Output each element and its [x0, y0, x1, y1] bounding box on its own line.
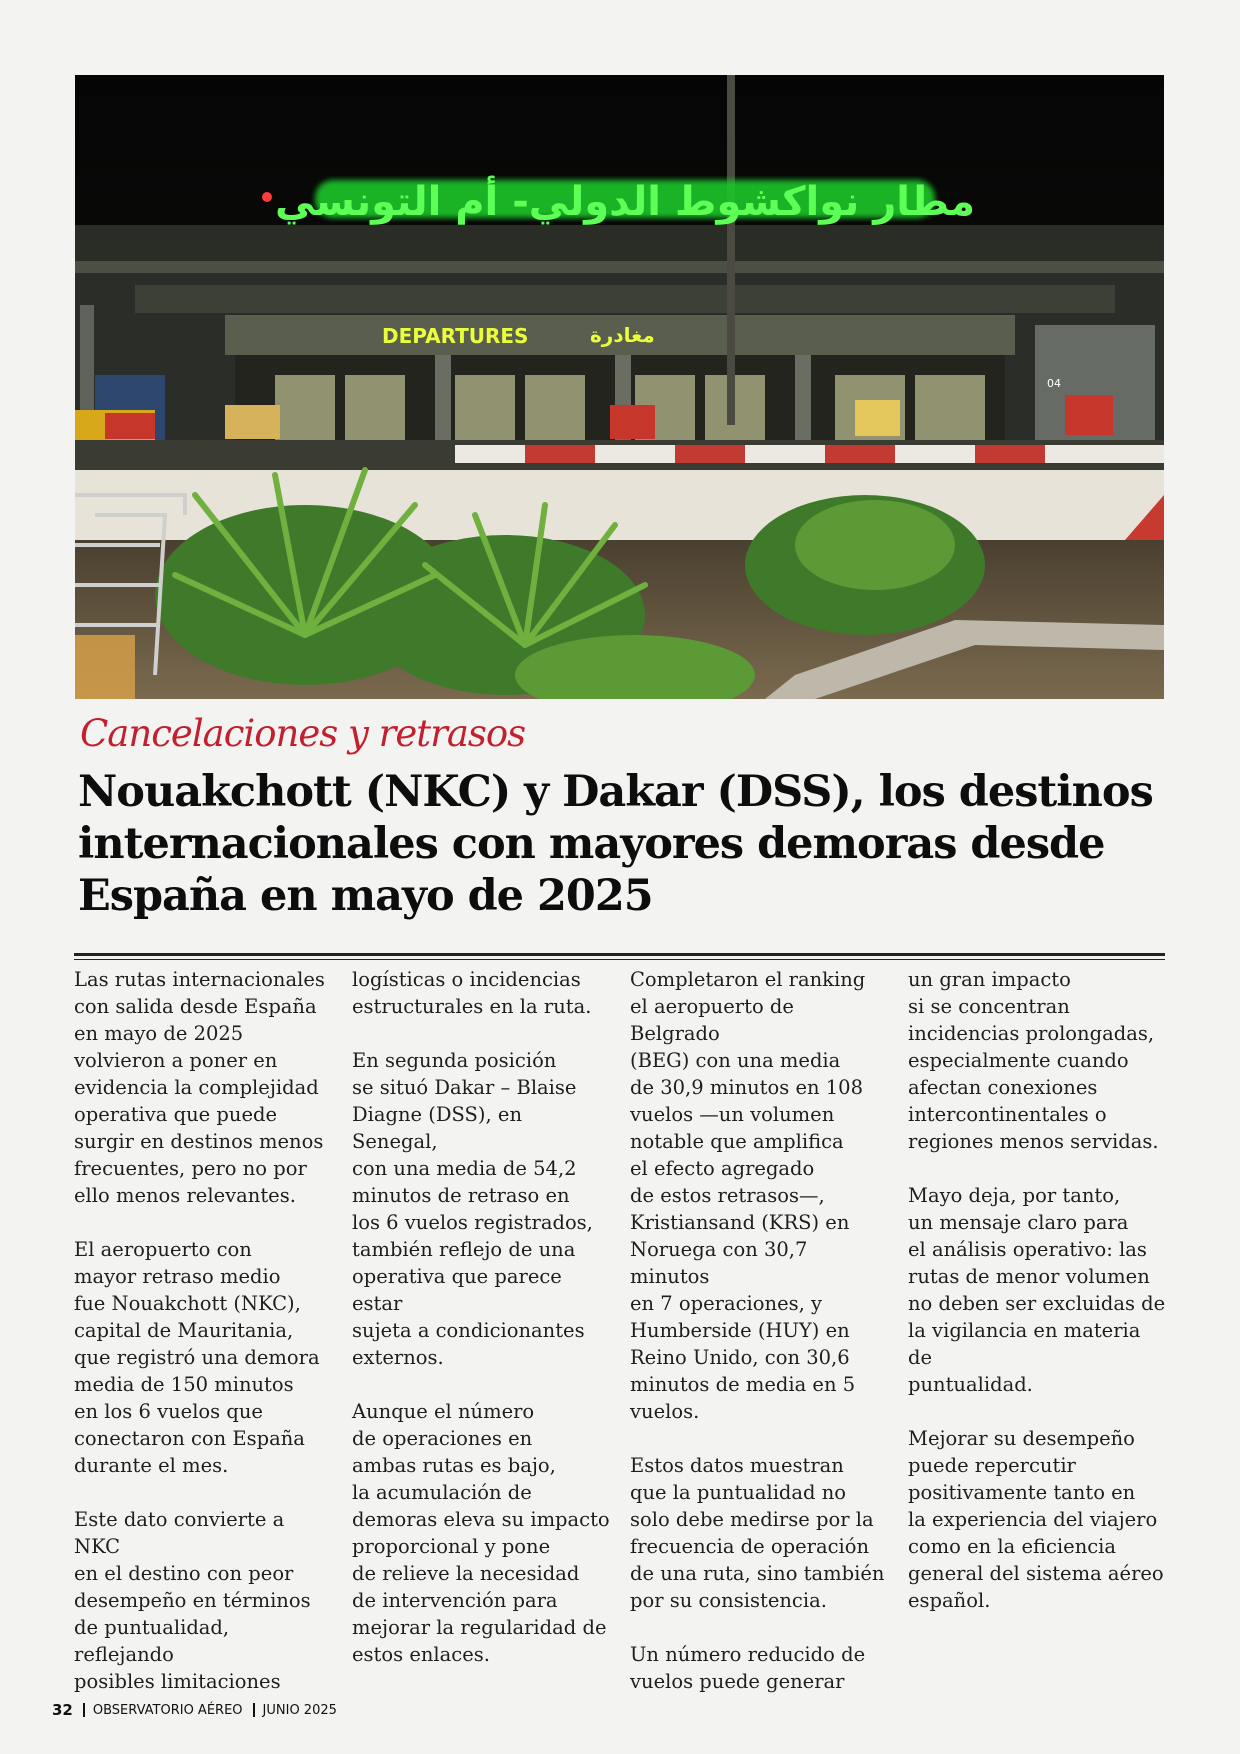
- page-number: 32: [52, 1701, 73, 1719]
- arabic-neon-sign: مطار نواكشوط الدولي- أم التونسي: [274, 179, 976, 225]
- paragraph: Las rutas internacionales con salida desde España en mayo de 2025 volvieron a poner en evidencia la complejidad operativa que puede surgir en destinos menos frecuentes, pero no por ello menos relevantes.: [74, 968, 325, 1207]
- paragraph: Mayo deja, por tanto, un mensaje claro para el análisis operativo: las rutas de menor volumen no deben ser excluidas de la vigilancia en materia de puntualidad.: [908, 1184, 1166, 1396]
- text-column-4: [908, 966, 1166, 1641]
- text-column-1: [74, 966, 332, 1722]
- departures-sign: DEPARTURES: [382, 324, 529, 348]
- publication-name: OBSERVATORIO AÉREO: [92, 1702, 243, 1718]
- paragraph: logísticas o incidencias estructurales en la ruta.: [352, 968, 592, 1018]
- departures-arabic-sign: مغادرة: [590, 323, 655, 347]
- article-kicker: Cancelaciones y retrasos: [80, 712, 526, 755]
- paragraph: Este dato convierte a NKC en el destino con peor desempeño en términos de puntualidad, reflejando posibles limitaciones: [74, 1508, 311, 1693]
- footer-divider: [253, 1703, 255, 1717]
- gate-number: 04: [1047, 377, 1061, 390]
- airport-photo: [75, 75, 1164, 699]
- paragraph: El aeropuerto con mayor retraso medio fue Nouakchott (NKC), capital de Mauritania, que registró una demora media de 150 minutos en los 6 vuelos que conectaron con España durante el mes.: [74, 1238, 320, 1477]
- footer-divider: [83, 1703, 85, 1717]
- paragraph: Un número reducido de vuelos puede generar: [630, 1643, 866, 1693]
- text-column-3: [630, 966, 888, 1722]
- header-rule-thin: [74, 959, 1165, 960]
- paragraph: Aunque el número de operaciones en ambas rutas es bajo, la acumulación de demoras eleva su impacto proporcional y pone de relieve la necesidad de intervención para mejorar la regularidad de estos enlaces.: [352, 1400, 610, 1666]
- text-column-2: [352, 966, 610, 1695]
- paragraph: En segunda posición se situó Dakar – Blaise Diagne (DSS), en Senegal, con una media de 54,2 minutos de retraso en los 6 vuelos registrados, también reflejo de una operativa que parece estar sujeta a condicionantes externos.: [352, 1049, 593, 1369]
- issue-date: JUNIO 2025: [262, 1702, 337, 1718]
- paragraph: un gran impacto si se concentran incidencias prolongadas, especialmente cuando afectan conexiones intercontinentales o regiones menos servidas.: [908, 968, 1159, 1153]
- article-headline: Nouakchott (NKC) y Dakar (DSS), los destinos internacionales con mayores demoras desde España en mayo de 2025: [78, 767, 1153, 921]
- page-footer: [52, 1701, 337, 1719]
- header-rule: [74, 953, 1165, 956]
- paragraph: Completaron el ranking el aeropuerto de Belgrado (BEG) con una media de 30,9 minutos en 108 vuelos —un volumen notable que amplifica el efecto agregado de estos retrasos—, Kristiansand (KRS) en Noruega con 30,7 minutos en 7 operaciones, y Humberside (HUY) en Reino Unido, con 30,6 minutos de media en 5 vuelos.: [630, 968, 866, 1423]
- paragraph: Mejorar su desempeño puede repercutir positivamente tanto en la experiencia del viajero como en la eficiencia general del sistema aéreo español.: [908, 1427, 1164, 1612]
- paragraph: Estos datos muestran que la puntualidad no solo debe medirse por la frecuencia de operación de una ruta, sino también por su consistencia.: [630, 1454, 885, 1612]
